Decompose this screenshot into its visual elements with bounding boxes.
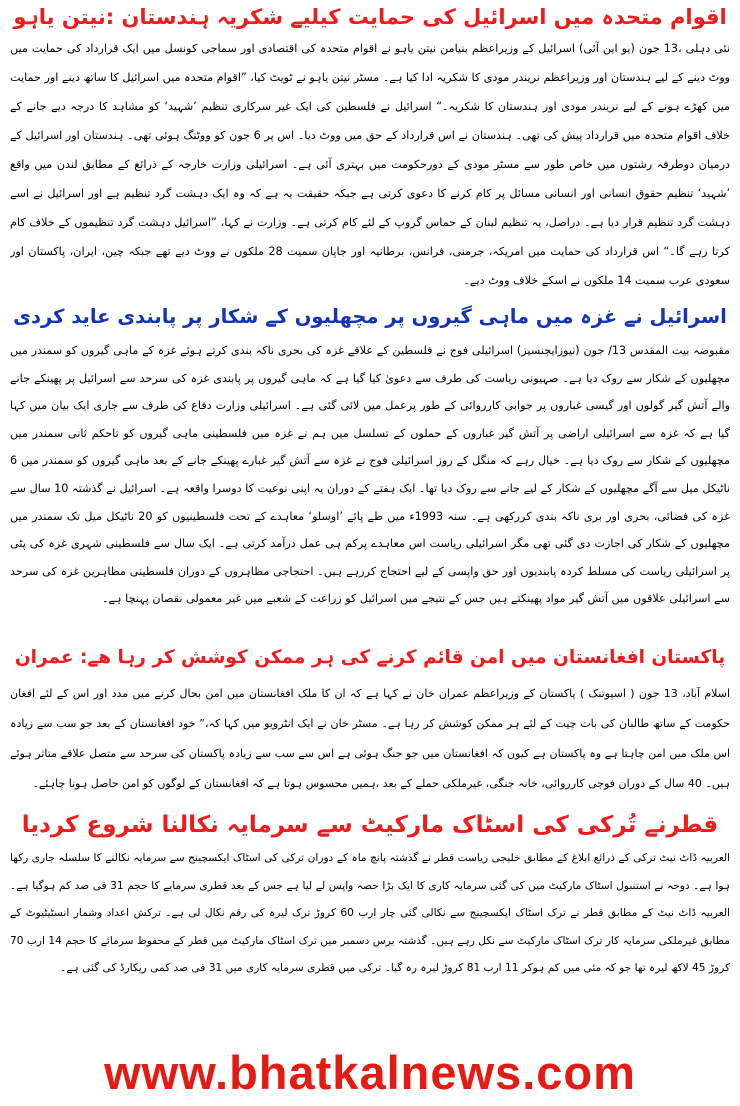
article-qatar-turkey-stocks [10,805,730,983]
website-url-banner: www.bhatkalnews.com [104,1046,636,1099]
article-body: نئی دہلی ،13 جون (یو این آئی) اسرائیل کے وزیراعظم بنیامن نیتن یاہو نے اقوام متحدہ کی اقتصادی اور سماجی کونسل میں ایک قرارداد کی حمایت میں ووٹ دینے کے لیے ہندستان اور وزیراعظم نریندر مودی کا شکریہ ادا کیا ہے۔ مسٹر نیتن یاہو نے ٹویٹ کیا، ”اقوام متحدہ میں اسرائیل کا ساتھ دینے اور حمایت میں کھڑے ہونے کے لیے نریندر مودی اور ہندستان کا شکریہ۔“ اسرائیل نے فلسطین کی ایک غیر سرکاری تنظیم ’شہید‘ کو مشاہد کا درجہ دیے جانے کے خلاف اقوام متحدہ میں قرارداد پیش کی تھی۔ ہندستان نے اس قرارداد کے حق میں ووٹ دیا۔ اس پر 6 جون کو ووٹنگ ہوئی تھی۔ ہندستان اور اسرائیل کے درمیان دوطرفہ رشتوں میں خاص طور سے مسٹر مودی کے دورحکومت میں بہتری آئی ہے۔ اسرائیلی وزارت خارجہ کے ذرائع کے مطابق لندن میں واقع ’شہید‘ تنظیم حقوق انسانی اور انسانی مسائل پر کام کرنے کا دعوی کرتی ہے جبکہ حقیقت یہ ہے کہ وہ ایک دہشت گرد تنظیم ہے اور اسرائیل نے اسے دہشت گرد تنظیم قرار دیا ہے۔ دراصل، یہ تنظیم لبنان کے حماس گروپ کے لئے کام کرتی ہے۔ وزارت نے کہا، ”اسرائیل دہشت گرد تنظیموں کے خلاف کام کرتا رہے گا۔“ اس قرارداد کی حمایت میں امریکہ، جرمنی، فرانس، برطانیہ اور جاپان سمیت 28 ملکوں نے ووٹ دیے تھے جبکہ چین، ایران، پاکستان اور سعودی عرب سمیت 14 ملکوں نے اسکے خلاف ووٹ دیے۔ [10,42,730,287]
article-headline: اسرائیل نے غزہ میں ماہی گیروں پر مچھلیوں کے شکار پر پابندی عاید کردی [13,305,727,328]
article-gaza-fishing-ban [10,297,730,638]
article-headline: اقوام متحدہ میں اسرائیل کی حمایت کیلیے شکریہ ہندستان :نیتن یاہو [13,5,727,29]
article-israel-thanks-india [10,0,730,295]
article-headline: پاکستان افغانستان میں امن قائم کرنے کی ہر ممکن کوشش کر رہا ھے: عمران [14,647,726,668]
article-body: العربیہ ڈاٹ نیٹ ترکی کے ذرائع ابلاغ کے مطابق خلیجی ریاست قطر نے گذشتہ پانچ ماہ کے دوران ترکی کی اسٹاک ایکسچینج سے سرمایہ نکالنے کا سلسلہ جاری رکھا ہوا ہے۔ دوحہ نے استنبول اسٹاک مارکیٹ میں کی گئی سرمایہ کاری کا ایک بڑا حصہ واپس لے لیا ہے جس کے بعد قطری سرمایے کا حجم 31 فی صد کم ہوگیا ہے۔ العربیہ ڈاٹ نیٹ کے مطابق قطر نے ترک اسٹاک ایکسچینج سے نکالی گئی چار ارب 60 کروڑ ترک لیرہ کی رقم نکال لی ہے۔ ترکش اعداد وشمار انسٹیٹیوٹ کے مطابق غیرملکی سرمایہ کار ترک اسٹاک مارکیٹ سے نکل رہے ہیں۔ گذشتہ برس دسمبر میں ترک اسٹاک مارکیٹ میں قطر کے محفوظ سرمائے کا حجم 14 ارب 70 کروڑ 45 لاکھ لیرہ تھا جو کہ مئی میں کم ہوکر 11 ارب 81 کروڑ لیرہ رہ گیا۔ ترکی میں قطری سرمایہ کاری میں 31 فی صد کمی ریکارڈ کی گئی ہے۔ [10,852,730,974]
article-pakistan-afghanistan-peace [10,637,730,803]
article-body: مقبوضہ بیت المقدس 13/ جون (نیوزایجنسیز) اسرائیلی فوج نے فلسطین کے علاقے غزہ کی بحری ناکہ بندی کرتے ہوئے غزہ کے ماہی گیروں کو سمندر میں مچھلیوں کے شکار سے روک دیا ہے۔ صہیونی ریاست کی طرف سے دعویٰ کیا گیا ہے کہ ماہی گیروں پر پابندی غزہ کی سرحد سے اسرائیل پر پھینکے جانے والے آتش گیر گولوں اور گیسی غباروں پر جوابی کارروائی کے طور پرعمل میں لائی گئی ہے۔ اسرائیلی وزارت دفاع کی طرف سے جاری ایک بیان میں کہا گیا ہے کہ غزہ سے اسرائیلی اراضی پر آتش گیر غباروں کے حملوں کے تسلسل میں ہم نے غزہ میں فلسطینی ماہی گیروں کو تاحکم ثانی سمندر میں مچھلیوں کے شکار سے روک دیا ہے۔ خیال رہے کہ منگل کے روز اسرائیلی فوج نے غزہ سے آتش گیر غبارے پھینکے جانے کے بعد ماہی گیروں کو سمندر میں 6 ناٹیکل میل سے آگے مچھلیوں کے شکار کے لیے جانے سے روک دیا تھا۔ ایک ہفتے کے دوران یہ اپنی نوعیت کا دوسرا واقعہ ہے۔ اسرائیل نے گذشتہ 10 سال سے غزہ کی فضائی، بحری اور بری ناکہ بندی کررکھی ہے۔ سنہ 1993ء میں طے پائے ’اوسلو‘ معاہدے کے تحت فلسطینیوں کو 20 ناٹیکل میل تک سمندر میں مچھلیوں کے شکار کی اجازت دی گئی تھی مگر اسرائیلی ریاست اس معاہدے پرکم ہی عمل درآمد کرتی ہے۔ ایک سال سے فلسطینی شہری غزہ کی پٹی پر اسرائیلی ریاست کی مسلط کردہ پابندیوں اور حق واپسی کے لیے احتجاج کررہے ہیں۔ احتجاجی مظاہروں کے دوران فلسطینی مظاہرین غزہ کی سرحد سے اسرائیلی علاقوں میں آتش گیر مواد پھینکتے ہیں جس کے نتیجے میں اسرائیل کو زراعت کے شعبے میں غیر معمولی نقصان پہنچا ہے۔ [10,344,730,606]
article-body: اسلام آباد، 13 جون ( اسپوتنک ) پاکستان کے وزیراعظم عمران خان نے کہا ہے کہ ان کا ملک افغانستان میں امن بحال کرنے میں مدد اور اس کے لئے افغان حکومت کے ساتھ طالبان کی بات چیت کے لئے ہر ممکن کوشش کر رہا ہے۔ مسٹر خان نے ایک انٹرویو میں کہا کہ،” خود افغانستان کے بعد جو سب سے زیادہ اس ملک میں امن چاہتا ہے وہ پاکستان ہے کیوں کہ افغانستان میں جو جنگ ہوئی ہے اس سے سب سے زیادہ پاکستان کی سرحد سے متصل علاقے متاثر ہوئے ہیں۔ 40 سال کے دوران فوجی کارروائی، خانہ جنگی، غیرملکی حملے کے بعد ،ہمیں محسوس ہوتا ہے کہ افغانستان کے لوگوں کو امن حاصل ہونا چاہئے۔ [10,687,730,790]
article-headline: قطرنے تُرکی کی اسٹاک مارکیٹ سے سرمایہ نکالنا شروع کردیا [21,812,719,838]
